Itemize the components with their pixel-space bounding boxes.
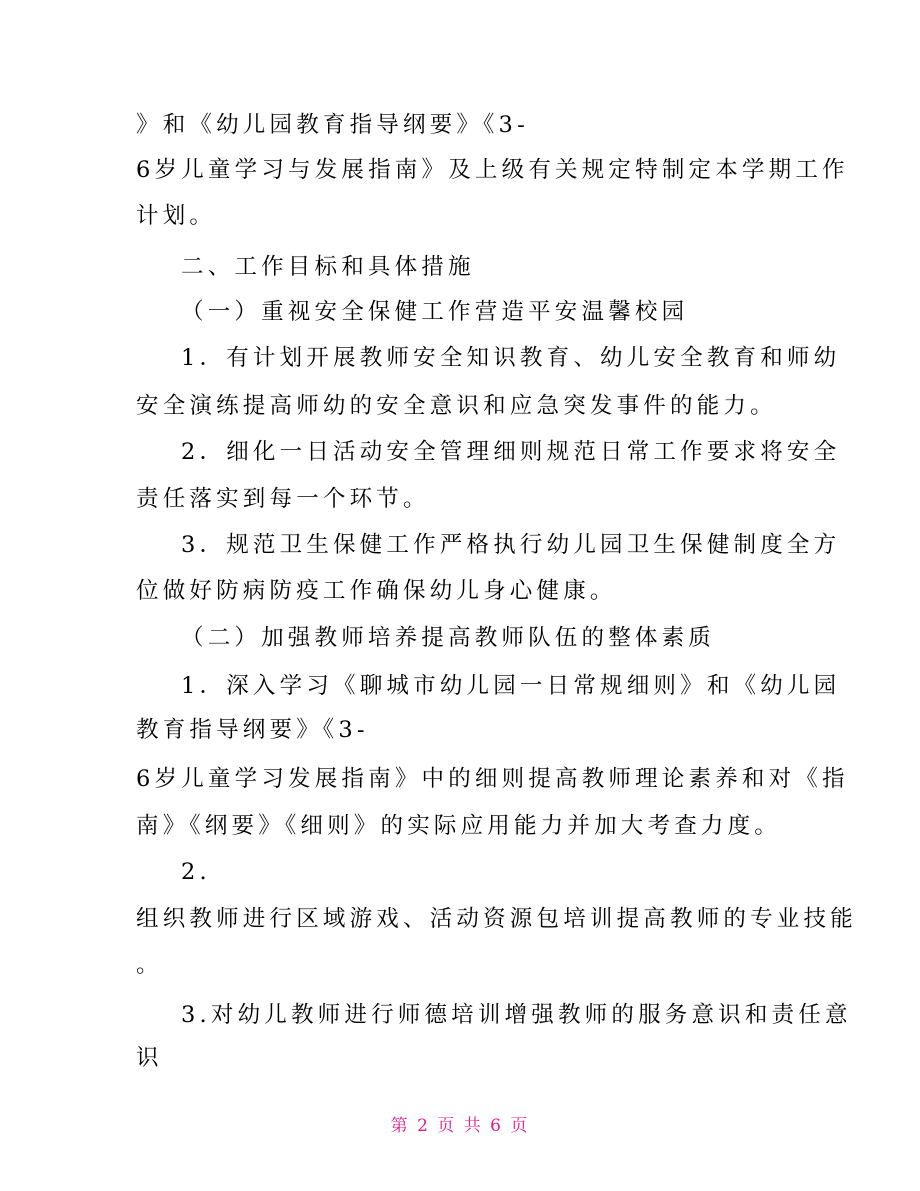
text-line: 。 [136,952,163,978]
text-line: 6岁儿童学习发展指南》中的细则提高教师理论素养和对《指 [136,766,849,792]
section-heading: 二、工作目标和具体措施 [181,254,475,280]
text-line: 1．有计划开展教师安全知识教育、幼儿安全教育和师幼 [181,345,841,371]
subsection-heading: （二）加强教师培养提高教师队伍的整体素质 [181,625,716,651]
text-line: 3.对幼儿教师进行师德培训增强教师的服务意识和责任意 [181,1002,852,1028]
text-line: 南》《纲要》《细则》的实际应用能力并加大考查力度。 [136,813,782,839]
text-line: 2．细化一日活动安全管理细则规范日常工作要求将安全 [181,439,841,465]
text-line: 3．规范卫生保健工作严格执行幼儿园卫生保健制度全方 [181,532,841,558]
text-line: 》和《幼儿园教育指导纲要》《3- [136,112,529,138]
text-line: 位做好防病防疫工作确保幼儿身心健康。 [136,578,617,604]
text-line: 安全演练提高师幼的安全意识和应急突发事件的能力。 [136,393,777,419]
text-line: 6岁儿童学习与发展指南》及上级有关规定特制定本学期工作 [136,157,849,183]
page-number-footer: 第 2 页 共 6 页 [390,1116,530,1136]
text-line: 责任落实到每一个环节。 [136,486,430,512]
text-line: 计划。 [136,203,217,229]
text-line: 教育指导纲要》《3- [136,717,369,743]
subsection-heading: （一）重视安全保健工作营造平安温馨校园 [181,299,689,325]
text-line: 1．深入学习《聊城市幼儿园一日常规细则》和《幼儿园 [181,673,841,699]
text-line: 组织教师进行区域游戏、活动资源包培训提高教师的专业技能 [136,906,857,932]
text-line: 识 [136,1045,163,1071]
text-line: 2. [181,859,211,885]
